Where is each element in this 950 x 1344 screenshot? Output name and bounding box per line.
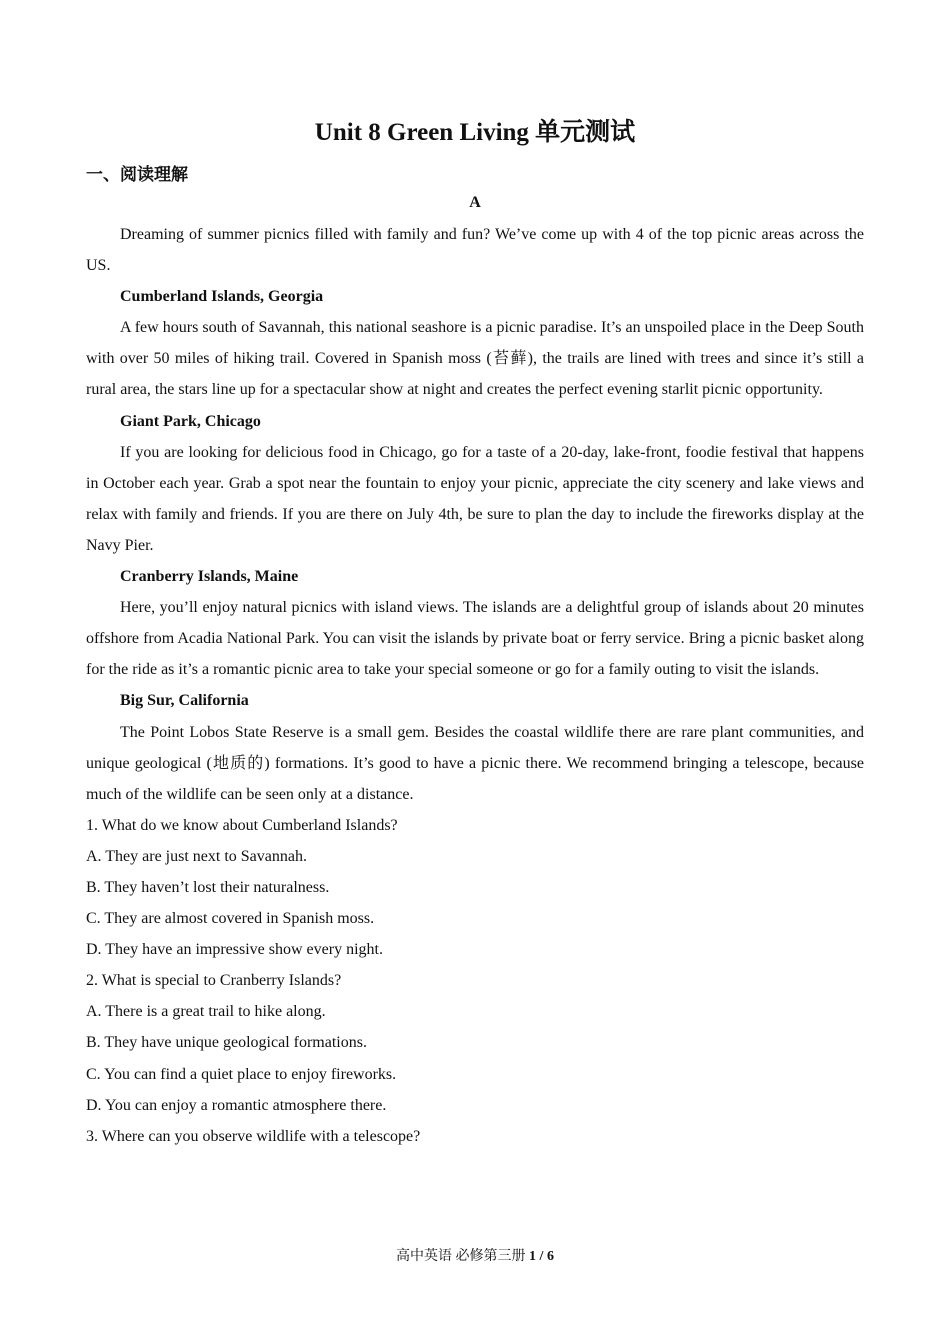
page-footer xyxy=(0,1245,950,1265)
place-paragraph: If you are looking for delicious food in Chicago, go for a taste of a 20-day, lake-front, foodie festival that happens in October each year. Grab a spot near the fountain to enjoy your picnic, appreciate the city scenery and lake views and relax with family and friends. If you are there on July 4th, be sure to plan the day to include the fireworks display at the Navy Pier. xyxy=(86,443,864,554)
question-stem: 1. What do we know about Cumberland Islands? xyxy=(86,816,398,834)
passage-body xyxy=(86,219,864,1152)
page-number-total: 6 xyxy=(546,1249,554,1264)
answer-option: D. You can enjoy a romantic atmosphere there. xyxy=(86,1096,387,1114)
page-title: Unit 8 Green Living 单元测试 xyxy=(314,119,636,146)
question-stem: 3. Where can you observe wildlife with a telescope? xyxy=(86,1127,421,1145)
place-paragraph: A few hours south of Savannah, this national seashore is a picnic paradise. It’s an unspoiled place in the Deep South with over 50 miles of hiking trail. Covered in Spanish moss (苔藓), the trails are lined with trees and since it’s still a rural area, the stars line up for a spectacular show at night and creates the perfect evening starlit picnic opportunity. xyxy=(86,319,864,399)
part-label: A xyxy=(469,194,481,211)
place-heading: Cumberland Islands, Georgia xyxy=(120,288,324,306)
place-paragraph: Here, you’ll enjoy natural picnics with island views. The islands are a delightful group of islands about 20 minutes offshore from Acadia National Park. You can visit the islands by private boat or ferry service. Bring a picnic basket along for the ride as it’s a romantic picnic area to take your special someone or go for a family outing to visit the islands. xyxy=(86,599,864,679)
answer-option: D. They have an impressive show every night. xyxy=(86,941,383,959)
answer-option: B. They have unique geological formations. xyxy=(86,1034,367,1052)
passage-intro: Dreaming of summer picnics filled with family and fun? We’ve come up with 4 of the top picnic areas across the US. xyxy=(86,226,864,275)
page-number-current: 1 xyxy=(529,1249,537,1264)
place-heading: Cranberry Islands, Maine xyxy=(120,568,299,586)
question-stem: 2. What is special to Cranberry Islands? xyxy=(86,972,342,990)
answer-option: B. They haven’t lost their naturalness. xyxy=(86,878,330,896)
answer-option: A. They are just next to Savannah. xyxy=(86,847,307,865)
answer-option: C. You can find a quiet place to enjoy fireworks. xyxy=(86,1065,397,1083)
place-heading: Giant Park, Chicago xyxy=(120,412,261,430)
answer-option: A. There is a great trail to hike along. xyxy=(86,1003,326,1021)
section-heading: 一、阅读理解 xyxy=(86,165,188,184)
answer-option: C. They are almost covered in Spanish moss. xyxy=(86,910,375,928)
place-paragraph: The Point Lobos State Reserve is a small gem. Besides the coastal wildlife there are rare plant communities, and unique geological (地质的) formations. It’s good to have a picnic there. We recommend bringing a telescope, because much of the wildlife can be seen only at a distance. xyxy=(86,723,864,803)
place-heading: Big Sur, California xyxy=(120,692,249,710)
footer-book-label: 高中英语 必修第三册 xyxy=(396,1249,526,1264)
page-number-separator: / xyxy=(539,1249,544,1264)
